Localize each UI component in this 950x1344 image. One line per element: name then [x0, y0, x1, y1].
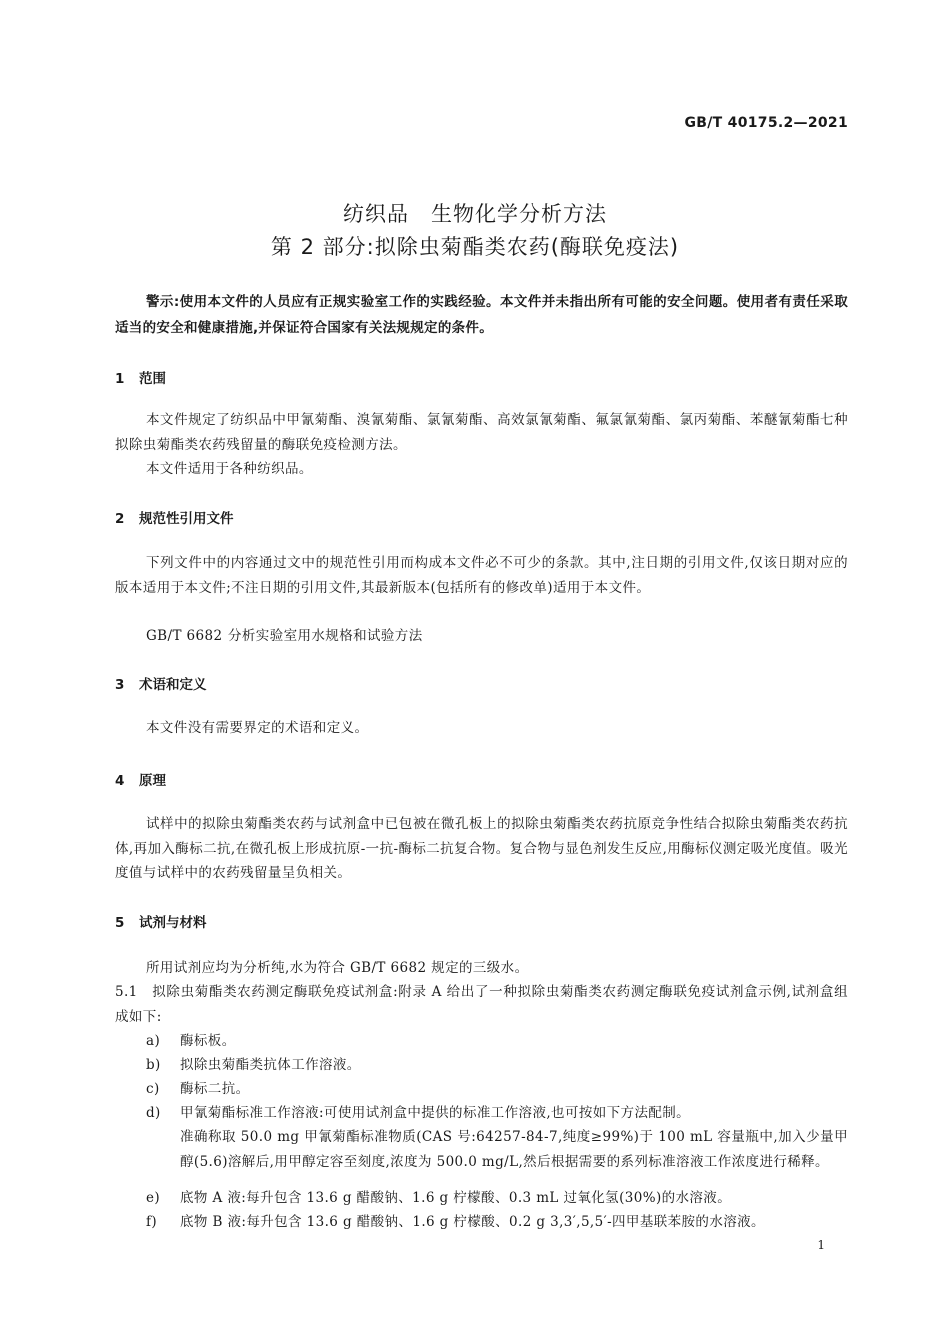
section-2-heading [115, 507, 234, 527]
section-1-heading [115, 367, 166, 387]
section-5-paragraph-1: 所用试剂应均为分析纯,水为符合 GB/T 6682 规定的三级水。 [146, 960, 529, 976]
list-item-label: d) [146, 1105, 161, 1121]
section-5-heading [115, 911, 207, 931]
list-item-text: 底物 B 液:每升包含 13.6 g 醋酸钠、1.6 g 柠檬酸、0.2 g 3,3′,5,5′-四甲基联苯胺的水溶液。 [180, 1214, 765, 1230]
section-number: 5 [115, 915, 125, 931]
section-4-heading [115, 769, 166, 789]
list-item-text: 底物 A 液:每升包含 13.6 g 醋酸钠、1.6 g 柠檬酸、0.3 mL 过氧化氢(30%)的水溶液。 [180, 1190, 732, 1206]
section-3-paragraph-1: 本文件没有需要界定的术语和定义。 [146, 720, 369, 736]
list-item-a [146, 1029, 848, 1054]
warning-notice: 警示:使用本文件的人员应有正规实验室工作的实践经验。本文件并未指出所有可能的安全问题。使用者有责任采取适当的安全和健康措施,并保证符合国家有关法规规定的条件。 [115, 294, 848, 336]
list-item-f [146, 1210, 848, 1235]
section-number: 4 [115, 773, 125, 789]
section-1-paragraph-1: 本文件规定了纺织品中甲氰菊酯、溴氰菊酯、氯氰菊酯、高效氯氰菊酯、氟氯氰菊酯、氯丙菊酯、苯醚氰菊酯七种拟除虫菊酯类农药残留量的酶联免疫检测方法。 [115, 412, 848, 453]
section-title: 规范性引用文件 [139, 511, 234, 527]
list-item-text: 拟除虫菊酯类抗体工作溶液。 [180, 1057, 361, 1073]
list-item-label: e) [146, 1190, 161, 1206]
normative-reference [146, 624, 423, 644]
reference-title: 分析实验室用水规格和试验方法 [228, 628, 423, 644]
document-number: GB/T 40175.2—2021 [684, 115, 848, 131]
list-item-label: a) [146, 1033, 161, 1049]
list-item-label: b) [146, 1057, 161, 1073]
list-item-text: 甲氰菊酯标准工作溶液:可使用试剂盒中提供的标准工作溶液,也可按如下方法配制。 [180, 1105, 691, 1121]
section-number: 2 [115, 511, 125, 527]
section-title: 范围 [139, 371, 166, 387]
section-4-paragraph-1: 试样中的拟除虫菊酯类农药与试剂盒中已包被在微孔板上的拟除虫菊酯类农药抗原竞争性结合拟除虫菊酯类农药抗体,再加入酶标二抗,在微孔板上形成抗原-一抗-酶标二抗复合物。复合物与显色剂发生反应,用酶标仪测定吸光度值。吸光度值与试样中的农药残留量呈负相关。 [115, 816, 848, 881]
section-title: 试剂与材料 [139, 915, 207, 931]
title-line-1: 纺织品 生物化学分析方法 [343, 202, 607, 226]
list-item-label: c) [146, 1081, 160, 1097]
list-item-text: 准确称取 50.0 mg 甲氰菊酯标准物质(CAS 号:64257-84-7,纯度≥99%)于 100 mL 容量瓶中,加入少量甲醇(5.6)溶解后,用甲醇定容至刻度,浓度为 500.0 mg/L,然后根据需要的系列标准溶液工作浓度进行稀释。 [180, 1129, 848, 1170]
list-item-c [146, 1077, 848, 1102]
page-number: 1 [817, 1238, 825, 1252]
list-item-text: 酶标板。 [180, 1033, 236, 1049]
list-item-d-detail [146, 1125, 848, 1174]
subclause-text: 拟除虫菊酯类农药测定酶联免疫试剂盒:附录 A 给出了一种拟除虫菊酯类农药测定酶联免疫试剂盒示例,试剂盒组成如下: [115, 984, 848, 1025]
list-item-b [146, 1053, 848, 1078]
section-number: 1 [115, 371, 125, 387]
section-number: 3 [115, 677, 125, 693]
section-1-paragraph-2: 本文件适用于各种纺织品。 [146, 461, 313, 477]
section-title: 原理 [139, 773, 166, 789]
list-item-label: f) [146, 1214, 158, 1230]
list-item-text: 酶标二抗。 [180, 1081, 250, 1097]
subclause-5-1 [115, 980, 848, 1029]
list-item-e [146, 1186, 848, 1211]
title-line-2: 第 2 部分:拟除虫菊酯类农药(酶联免疫法) [270, 235, 680, 259]
section-2-paragraph-1: 下列文件中的内容通过文中的规范性引用而构成本文件必不可少的条款。其中,注日期的引用文件,仅该日期对应的版本适用于本文件;不注日期的引用文件,其最新版本(包括所有的修改单)适用于本文件。 [115, 555, 848, 596]
subclause-number: 5.1 [115, 984, 138, 1000]
section-3-heading [115, 673, 207, 693]
reference-code: GB/T 6682 [146, 628, 223, 644]
section-title: 术语和定义 [139, 677, 207, 693]
list-item-d [146, 1101, 848, 1126]
